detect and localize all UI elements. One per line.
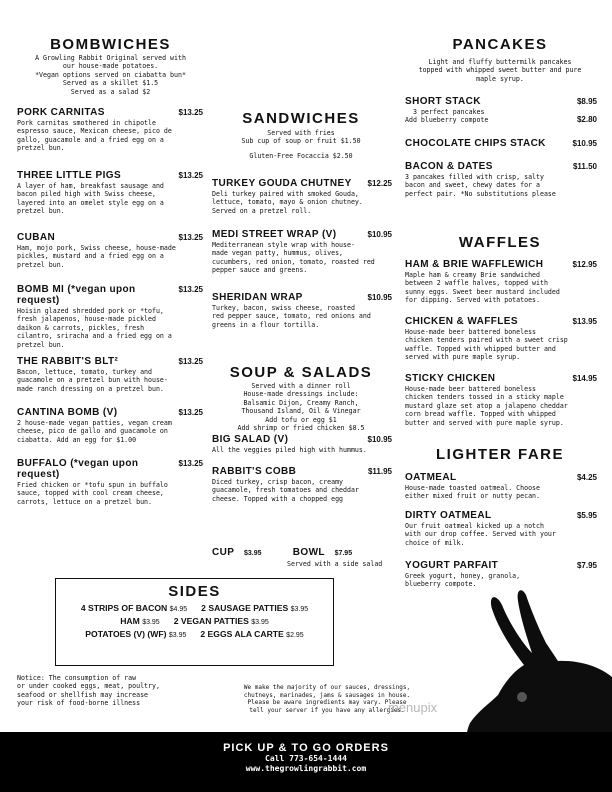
- menu-item-pork-carnitas: [17, 107, 203, 153]
- soup-salads-title: SOUP & SALADS: [229, 364, 373, 381]
- item-price: $14.95: [572, 374, 597, 383]
- menu-item-bacon-dates: [405, 161, 597, 198]
- waffles-title: WAFFLES: [458, 234, 542, 251]
- sides-box: [55, 578, 334, 666]
- menu-item-ham-brie-wafflewich: [405, 259, 597, 305]
- cup-label: CUP: [212, 547, 235, 558]
- item-desc: Maple ham & creamy Brie sandwiched between 2 waffle halves, topped with sunny eggs. Sweet beer mustard included for dipping. Served with potatoes.: [405, 271, 560, 305]
- soup-cup-bowl: [212, 540, 392, 568]
- item-price: $8.95: [576, 97, 597, 106]
- item-price: $13.25: [178, 171, 203, 180]
- item-price: $13.25: [178, 459, 203, 468]
- item-desc: 3 perfect pancakes Add blueberry compote $2.80: [405, 108, 597, 125]
- item-desc: Bacon, lettuce, tomato, turkey and guacamole on a pretzel bun with house- made ranch dressing on a pretzel bun.: [17, 368, 168, 393]
- intro-line: Served as a skillet $1.5: [62, 79, 159, 88]
- item-desc: Pork carnitas smothered in chipotle espresso sauce, Mexican cheese, pico de gallo, guacamole and a fried egg on a pretzel bun.: [17, 119, 172, 153]
- pancakes-intro: Light and fluffy buttermilk pancakes topped with whipped sweet butter and pure maple syrup.: [418, 58, 582, 83]
- addon-price: $2.80: [576, 115, 597, 125]
- food-safety-notice: Notice: The consumption of raw or under cooked eggs, meat, poultry, seafood or shellfish may increase your risk of food-borne illness: [17, 674, 160, 708]
- item-desc: Deli turkey paired with smoked Gouda, lettuce, tomato, mayo & onion chutney. Served on a pretzel roll.: [212, 190, 363, 215]
- item-name: BIG SALAD (V): [212, 434, 289, 445]
- intro-line: A Growling Rabbit Original served with: [35, 54, 186, 62]
- item-price: $4.25: [576, 473, 597, 482]
- item-desc: House-made beer battered boneless chicken tenders tossed in a sticky maple mustard glaze set atop a jalapeno cheddar corn bread waffle. Topped with whipped butter and served with pure maple syrup.: [405, 385, 568, 427]
- sides-row: POTATOES (V) (WF) $3.95 2 EGGS ALA CARTE $2.95: [85, 629, 304, 639]
- watermark: menupix: [388, 700, 438, 715]
- menu-item-turkey-gouda-chutney: [212, 178, 392, 215]
- footer-title: PICK UP & TO GO ORDERS: [223, 742, 389, 754]
- sides-row: HAM $3.95 2 VEGAN PATTIES $3.95: [120, 616, 269, 626]
- item-name: CANTINA BOMB (V): [17, 407, 118, 418]
- item-name: PORK CARNITAS: [17, 107, 105, 118]
- item-name: BACON & DATES: [405, 161, 493, 172]
- menu-item-short-stack: [405, 96, 597, 125]
- menu-item-medi-street-wrap: [212, 229, 392, 275]
- item-desc: House-made beer battered boneless chicken tenders paired with a sweet crisp waffle. Topped with whipped butter and served with pure maple syrup.: [405, 328, 568, 362]
- item-name: CHICKEN & WAFFLES: [405, 316, 518, 327]
- item-name: CHOCOLATE CHIPS STACK: [405, 138, 546, 149]
- item-price: $13.25: [178, 357, 203, 366]
- menu-item-chocolate-chips-stack: [405, 138, 597, 149]
- bowl-price: $7.95: [334, 550, 353, 557]
- item-name: THREE LITTLE PIGS: [17, 170, 122, 181]
- intro-line: our house-made potatoes.: [62, 62, 159, 71]
- item-desc: Hoisin glazed shredded pork or *tofu, fresh jalapenos, house-made pickled daikon & carrots, pickles, fresh cilantro, sriracha and a fried egg on a pretzel bun.: [17, 307, 172, 349]
- item-name: CUBAN: [17, 232, 56, 243]
- sandwiches-title: SANDWICHES: [242, 110, 360, 127]
- menu-item-oatmeal: [405, 472, 597, 501]
- intro-line: Served as a salad $2: [70, 87, 151, 96]
- bombwiches-title: BOMBWICHES: [50, 36, 171, 53]
- item-desc: Greek yogurt, honey, granola, blueberry compote.: [405, 572, 521, 589]
- menu-item-sheridan-wrap: [212, 292, 392, 329]
- item-price: $10.95: [367, 435, 392, 444]
- menu-item-rabbits-cobb: [212, 466, 392, 503]
- item-name: YOGURT PARFAIT: [405, 560, 499, 571]
- item-name: RABBIT'S COBB: [212, 466, 297, 477]
- item-name: STICKY CHICKEN: [405, 373, 496, 384]
- sides-row: 4 STRIPS OF BACON $4.95 2 SAUSAGE PATTIES $3.95: [80, 603, 309, 613]
- item-desc: Ham, mojo pork, Swiss cheese, house-made pickles, mustard and a fried egg on a pretzel bun.: [17, 244, 176, 269]
- bowl-note: Served with a side salad: [287, 560, 383, 568]
- cup-price: $3.95: [243, 550, 262, 557]
- item-desc: Turkey, bacon, swiss cheese, roasted red pepper sauce, tomato, red onions and greens in a flour tortilla.: [212, 304, 371, 329]
- bombwiches-intro: [8, 54, 213, 96]
- item-price: $13.25: [178, 408, 203, 417]
- item-price: $11.95: [367, 467, 392, 476]
- menu-item-sticky-chicken: [405, 373, 597, 427]
- item-price: $13.25: [178, 108, 203, 117]
- menu-item-bomb-mi: [17, 284, 203, 349]
- item-price: $12.95: [572, 260, 597, 269]
- footer-phone: Call 773-654-1444: [265, 754, 347, 763]
- item-desc: All the veggies piled high with hummus.: [212, 446, 367, 454]
- intro-line: *Vegan options served on ciabatta bun*: [35, 70, 186, 79]
- item-desc: 3 pancakes filled with crisp, salty bacon and sweet, chewy dates for a perfect pair. *No substitutions please: [405, 173, 556, 198]
- soup-salads-intro: Served with a dinner roll House-made dressings include: Balsamic Dijon, Creamy Ranch, Thousand Island, Oil & Vinegar Add tofu or egg $1 Add shrimp or fried chicken $8.5: [237, 382, 365, 433]
- item-name: OATMEAL: [405, 472, 457, 483]
- item-price: $7.95: [576, 561, 597, 570]
- item-desc: Mediterranean style wrap with house- made vegan patty, hummus, olives, cucumbers, red onion, tomato, roasted red pepper sauce and greens.: [212, 241, 375, 275]
- menu-item-dirty-oatmeal: [405, 510, 597, 547]
- item-name: DIRTY OATMEAL: [405, 510, 492, 521]
- item-name: SHORT STACK: [405, 96, 481, 107]
- menu-item-cuban: [17, 232, 203, 269]
- item-price: $13.95: [572, 317, 597, 326]
- menu-item-chicken-waffles: [405, 316, 597, 362]
- item-name: MEDI STREET WRAP (V): [212, 229, 337, 240]
- footer-bar: [0, 732, 612, 792]
- item-name: THE RABBIT'S BLT²: [17, 356, 119, 367]
- menu-item-cantina-bomb: [17, 407, 203, 444]
- item-name: TURKEY GOUDA CHUTNEY: [212, 178, 352, 189]
- sandwiches-intro: Served with fries Sub cup of soup or fruit $1.50 Gluten-Free Focaccia $2.50: [241, 129, 361, 160]
- house-made-note: We make the majority of our sauces, dressings, chutneys, marinades, jams & sausages in house. Please be aware ingredients may vary. Please tell your server if you have any allergies.: [243, 684, 411, 714]
- menu-item-buffalo: [17, 458, 203, 506]
- item-price: $10.95: [367, 230, 392, 239]
- item-desc: 2 house-made vegan patties, vegan cream cheese, pico de gallo and guacamole on ciabatta. Add an egg for $1.00: [17, 419, 172, 444]
- menu-item-rabbits-blt: [17, 356, 203, 393]
- item-price: $10.95: [572, 139, 597, 148]
- item-price: $10.95: [367, 293, 392, 302]
- item-price: $13.25: [178, 233, 203, 242]
- item-desc: Diced turkey, crisp bacon, creamy guacamole, fresh tomatoes and cheddar cheese. Topped with a chopped egg: [212, 478, 359, 503]
- item-price: $12.25: [367, 179, 392, 188]
- sides-title: SIDES: [168, 583, 221, 600]
- item-name: BOMB MI (*vegan upon request): [17, 284, 136, 306]
- item-desc: Our fruit oatmeal kicked up a notch with our drop coffee. Served with your choice of milk.: [405, 522, 556, 547]
- pancakes-title: PANCAKES: [452, 36, 548, 53]
- item-name: SHERIDAN WRAP: [212, 292, 303, 303]
- item-desc: Fried chicken or *tofu spun in buffalo sauce, topped with cool cream cheese, carrots, lettuce on a pretzel bun.: [17, 481, 168, 506]
- menu-item-three-little-pigs: [17, 170, 203, 216]
- lighter-fare-title: LIGHTER FARE: [435, 446, 564, 463]
- item-name: HAM & BRIE WAFFLEWICH: [405, 259, 544, 270]
- item-desc: A layer of ham, breakfast sausage and bacon piled high with Swiss cheese, layered into an omelet style egg on a pretzel bun.: [17, 182, 164, 216]
- item-name: BUFFALO (*vegan upon request): [17, 458, 139, 480]
- item-price: $5.95: [576, 511, 597, 520]
- menu-item-big-salad: [212, 434, 392, 454]
- bowl-label: BOWL: [292, 547, 325, 558]
- item-desc: House-made toasted oatmeal. Choose either mixed fruit or nutty pecan.: [405, 484, 540, 501]
- footer-url: www.thegrowlingrabbit.com: [245, 764, 367, 773]
- item-price: $11.50: [572, 162, 597, 171]
- item-price: $13.25: [178, 285, 203, 294]
